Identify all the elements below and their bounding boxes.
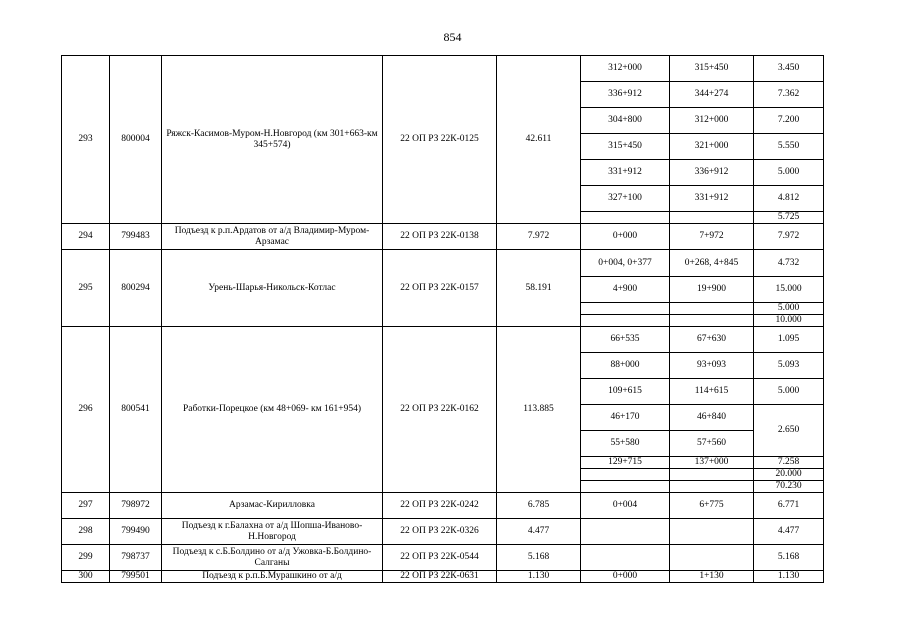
segment-length: 10.000 xyxy=(754,315,824,327)
segment-to: 331+912 xyxy=(670,186,754,212)
segment-length: 15.000 xyxy=(754,277,824,303)
page-number: 854 xyxy=(443,30,462,44)
segment-to xyxy=(670,519,754,545)
table-row xyxy=(62,224,824,250)
segment-from: 129+715 xyxy=(581,457,670,469)
road-length: 42.611 xyxy=(497,56,581,224)
row-number: 300 xyxy=(62,571,110,583)
registration-number: 22 ОП РЗ 22К-0157 xyxy=(383,250,497,327)
segment-to: 336+912 xyxy=(670,160,754,186)
table-row xyxy=(62,56,824,82)
segment-length: 5.093 xyxy=(754,353,824,379)
segment-length: 5.725 xyxy=(754,212,824,224)
segment-length: 70.230 xyxy=(754,481,824,493)
segment-from: 327+100 xyxy=(581,186,670,212)
row-number: 293 xyxy=(62,56,110,224)
road-name: Подъезд к г.Балахна от а/д Шопша-Иваново-Н.Новгород xyxy=(162,519,383,545)
segment-to: 344+274 xyxy=(670,82,754,108)
table-row xyxy=(62,571,824,583)
road-name: Подъезд к р.п.Б.Мурашкино от а/д xyxy=(162,571,383,583)
road-code: 798737 xyxy=(110,545,162,571)
segment-length: 5.000 xyxy=(754,303,824,315)
segment-from xyxy=(581,545,670,571)
segment-to xyxy=(670,315,754,327)
segment-to: 46+840 xyxy=(670,405,754,431)
segment-to: 6+775 xyxy=(670,493,754,519)
segment-to: 57+560 xyxy=(670,431,754,457)
segment-length: 4.812 xyxy=(754,186,824,212)
table-row xyxy=(62,327,824,353)
row-number: 299 xyxy=(62,545,110,571)
registration-number: 22 ОП РЗ 22К-0242 xyxy=(383,493,497,519)
segment-from xyxy=(581,469,670,481)
road-code: 799490 xyxy=(110,519,162,545)
segment-to: 312+000 xyxy=(670,108,754,134)
road-length: 7.972 xyxy=(497,224,581,250)
segment-length: 7.258 xyxy=(754,457,824,469)
segment-from: 0+004, 0+377 xyxy=(581,250,670,277)
segment-length: 5.000 xyxy=(754,160,824,186)
segment-length: 7.200 xyxy=(754,108,824,134)
road-name: Урень-Шарья-Никольск-Котлас xyxy=(162,250,383,327)
segment-to xyxy=(670,481,754,493)
segment-to xyxy=(670,545,754,571)
segment-from: 304+800 xyxy=(581,108,670,134)
table-row xyxy=(62,545,824,571)
segment-from: 0+000 xyxy=(581,571,670,583)
road-length: 5.168 xyxy=(497,545,581,571)
road-length: 1.130 xyxy=(497,571,581,583)
segment-to xyxy=(670,303,754,315)
segment-length: 1.095 xyxy=(754,327,824,353)
segment-to xyxy=(670,469,754,481)
segment-from: 109+615 xyxy=(581,379,670,405)
segment-from: 0+000 xyxy=(581,224,670,250)
road-code: 799501 xyxy=(110,571,162,583)
segment-from xyxy=(581,303,670,315)
segment-from: 0+004 xyxy=(581,493,670,519)
segment-to: 137+000 xyxy=(670,457,754,469)
segment-length: 1.130 xyxy=(754,571,824,583)
road-length: 113.885 xyxy=(497,327,581,493)
segment-from xyxy=(581,519,670,545)
road-length: 58.191 xyxy=(497,250,581,327)
registration-number: 22 ОП РЗ 22К-0125 xyxy=(383,56,497,224)
road-name: Подъезд к р.п.Ардатов от а/д Владимир-Муром-Арзамас xyxy=(162,224,383,250)
segment-to: 315+450 xyxy=(670,56,754,82)
segment-length: 2.650 xyxy=(754,405,824,457)
segment-from: 331+912 xyxy=(581,160,670,186)
segment-from: 4+900 xyxy=(581,277,670,303)
segment-length: 5.168 xyxy=(754,545,824,571)
road-name: Подъезд к с.Б.Болдино от а/д Ужовка-Б.Болдино-Салганы xyxy=(162,545,383,571)
registration-number: 22 ОП РЗ 22К-0631 xyxy=(383,571,497,583)
segment-length: 4.732 xyxy=(754,250,824,277)
row-number: 294 xyxy=(62,224,110,250)
segment-length: 20.000 xyxy=(754,469,824,481)
road-length: 4.477 xyxy=(497,519,581,545)
segment-to: 93+093 xyxy=(670,353,754,379)
segment-to: 0+268, 4+845 xyxy=(670,250,754,277)
table-row xyxy=(62,493,824,519)
road-code: 799483 xyxy=(110,224,162,250)
segment-length: 3.450 xyxy=(754,56,824,82)
road-name: Работки-Порецкое (км 48+069- км 161+954) xyxy=(162,327,383,493)
segment-to: 67+630 xyxy=(670,327,754,353)
segment-length: 5.000 xyxy=(754,379,824,405)
segment-to: 7+972 xyxy=(670,224,754,250)
table-row xyxy=(62,519,824,545)
road-code: 800004 xyxy=(110,56,162,224)
segment-from: 66+535 xyxy=(581,327,670,353)
table-row xyxy=(62,250,824,277)
segment-to: 321+000 xyxy=(670,134,754,160)
road-length: 6.785 xyxy=(497,493,581,519)
road-name: Ряжск-Касимов-Муром-Н.Новгород (км 301+663-км 345+574) xyxy=(162,56,383,224)
segment-from: 312+000 xyxy=(581,56,670,82)
segment-to: 114+615 xyxy=(670,379,754,405)
segment-to: 1+130 xyxy=(670,571,754,583)
segment-from: 46+170 xyxy=(581,405,670,431)
segment-to: 19+900 xyxy=(670,277,754,303)
segment-length: 4.477 xyxy=(754,519,824,545)
segment-from: 55+580 xyxy=(581,431,670,457)
row-number: 295 xyxy=(62,250,110,327)
road-name: Арзамас-Кирилловка xyxy=(162,493,383,519)
roads-table xyxy=(61,55,824,583)
segment-length: 7.362 xyxy=(754,82,824,108)
segment-length: 6.771 xyxy=(754,493,824,519)
segment-from: 336+912 xyxy=(581,82,670,108)
segment-to xyxy=(670,212,754,224)
segment-from xyxy=(581,481,670,493)
registration-number: 22 ОП РЗ 22К-0326 xyxy=(383,519,497,545)
registration-number: 22 ОП РЗ 22К-0162 xyxy=(383,327,497,493)
row-number: 297 xyxy=(62,493,110,519)
segment-from: 88+000 xyxy=(581,353,670,379)
road-code: 798972 xyxy=(110,493,162,519)
registration-number: 22 ОП РЗ 22К-0138 xyxy=(383,224,497,250)
segment-from xyxy=(581,315,670,327)
segment-length: 5.550 xyxy=(754,134,824,160)
segment-from: 315+450 xyxy=(581,134,670,160)
row-number: 298 xyxy=(62,519,110,545)
road-code: 800541 xyxy=(110,327,162,493)
registration-number: 22 ОП РЗ 22К-0544 xyxy=(383,545,497,571)
road-code: 800294 xyxy=(110,250,162,327)
row-number: 296 xyxy=(62,327,110,493)
segment-from xyxy=(581,212,670,224)
segment-length: 7.972 xyxy=(754,224,824,250)
